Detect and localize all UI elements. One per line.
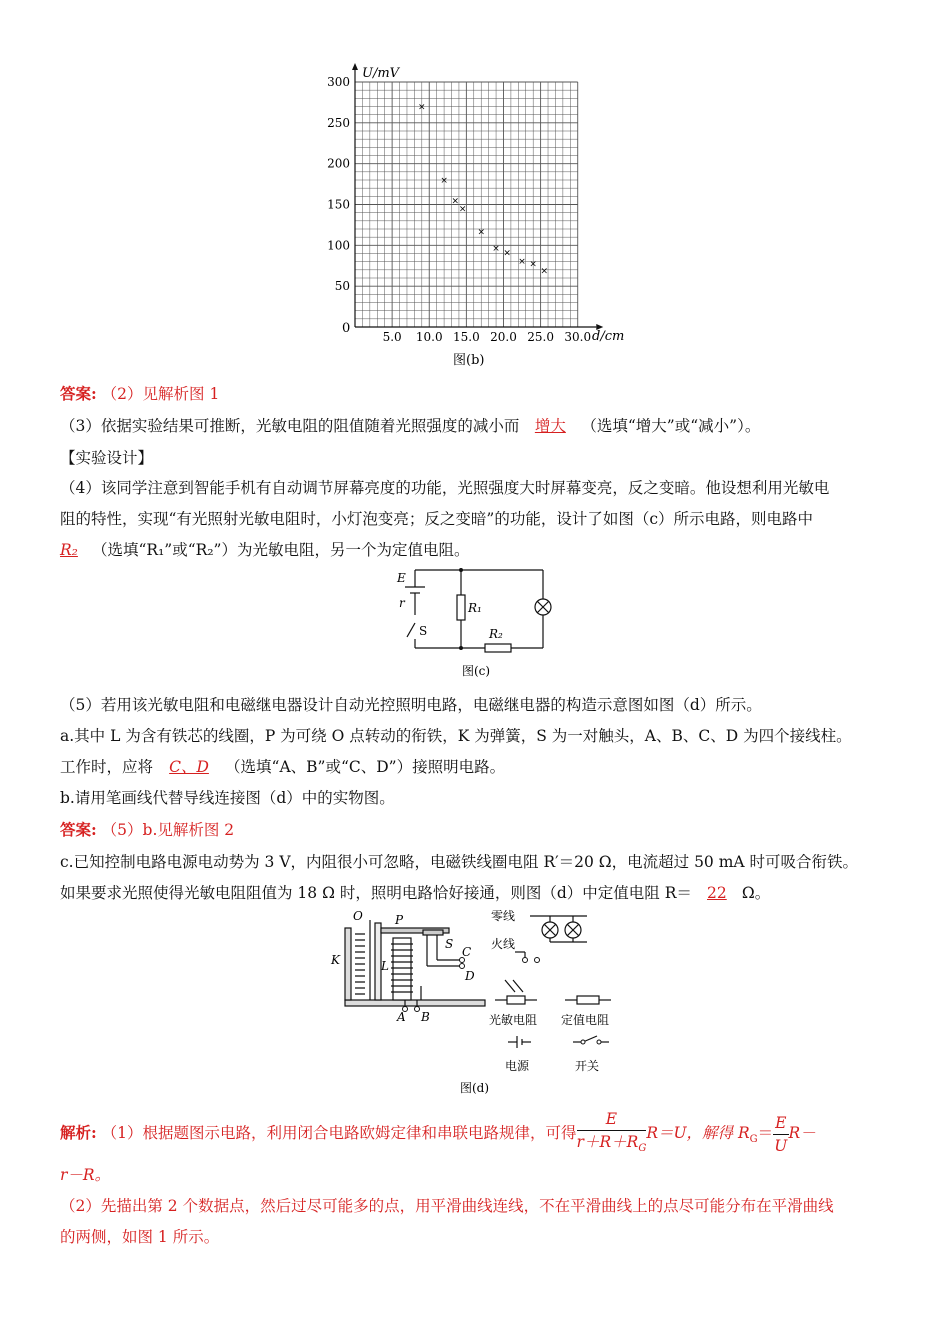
label-live: 火线	[491, 937, 516, 951]
data-point: ×	[503, 248, 511, 259]
figure-d-caption: 图(d)	[460, 1081, 490, 1095]
answer-label: 答案:	[60, 820, 97, 839]
qc-answer-blank: 22	[707, 884, 727, 902]
data-point: ×	[540, 266, 549, 277]
label-L: L	[381, 959, 389, 973]
q4-line-3-text: （选填“R₁”或“R₂”）为光敏电阻，另一个为定值电阻。	[92, 541, 470, 559]
fraction-1	[577, 1108, 647, 1160]
data-point: ×	[440, 176, 448, 186]
q4-answer-blank: R₂	[60, 541, 78, 559]
label-R2: R₂	[489, 627, 503, 641]
fraction-1-den-sub: G	[638, 1143, 647, 1155]
label-S: S	[419, 624, 428, 638]
y-tick-label: 100	[327, 238, 350, 253]
fraction-2-den: U	[774, 1136, 788, 1155]
data-point: ×	[492, 243, 500, 254]
y-axis-label: U/mV	[362, 66, 400, 81]
analysis-line-2: r－R。	[60, 1166, 111, 1184]
q3-before: （3）依据实验结果可推断，光敏电阻的阻值随着光照强度的减小而	[60, 417, 520, 435]
label-ldr: 光敏电阻	[489, 1013, 538, 1027]
label-P: P	[395, 913, 404, 927]
label-K: K	[331, 953, 340, 967]
y-tick-label: 300	[327, 75, 350, 89]
y-axis-arrow	[352, 63, 358, 70]
fraction-1-den	[577, 1131, 647, 1160]
origin-label: 0	[342, 321, 351, 336]
fraction-1-num: E	[577, 1108, 647, 1131]
q3-answer-blank: 增大	[534, 417, 566, 435]
label-O: O	[353, 909, 363, 923]
q5-a-before: 工作时，应将	[60, 758, 154, 776]
question-3	[60, 414, 760, 436]
label-A: A	[397, 1010, 406, 1024]
data-point: ×	[458, 204, 467, 215]
data-point: ×	[477, 227, 485, 238]
analysis-end: R－	[788, 1124, 816, 1143]
fraction-2	[773, 1112, 788, 1157]
figure-d-relay	[325, 908, 635, 1098]
qc-line-1: c.已知控制电路电源电动势为 3 V，内阻很小可忽略，电磁铁线圈电阻 R′＝20 Ω，电流超过 50 mA 时可吸合衔铁。	[60, 853, 859, 871]
x-tick-label: 5.0	[382, 330, 402, 344]
qc-line-2-before: 如果要求光照使得光敏电阻阻值为 18 Ω 时，照明电路恰好接通，则图（d）中定值电阻 R＝	[60, 884, 692, 902]
y-tick-label: 150	[327, 197, 350, 212]
q4-line-2: 阻的特性，实现“有光照射光敏电阻时，小灯泡变亮；反之变暗”的功能，设计了如图（c）所示电路，则电路中	[60, 510, 814, 528]
label-B: B	[421, 1010, 430, 1024]
data-point: ×	[451, 196, 460, 207]
analysis-text-1: （1）根据题图示电路，利用闭合电路欧姆定律和串联电路规律，可得	[101, 1124, 577, 1143]
x-tick-label: 15.0	[453, 330, 480, 344]
answer-text: （5）b.见解析图 2	[101, 821, 235, 839]
q5-a-answer-blank: C、D	[169, 758, 209, 776]
analysis-p2-line-2: 的两侧，如图 1 所示。	[60, 1228, 220, 1246]
data-point: ×	[518, 256, 526, 267]
q4-line-1: （4）该同学注意到智能手机有自动调节屏幕亮度的功能，光照强度大时屏幕变亮，反之变暗。他设想利用光敏电	[60, 479, 830, 497]
label-switch: 开关	[575, 1059, 600, 1073]
label-C: C	[462, 945, 472, 959]
label-power: 电源	[505, 1059, 530, 1073]
chart-points	[418, 103, 548, 277]
label-R1: R₁	[468, 601, 482, 615]
data-point: ×	[418, 102, 426, 113]
data-point: ×	[529, 259, 537, 270]
label-fixed: 定值电阻	[561, 1013, 610, 1027]
q5-b-line: b.请用笔画线代替导线连接图（d）中的实物图。	[60, 789, 395, 807]
q4-line-3	[60, 538, 469, 560]
x-tick-label: 20.0	[490, 330, 517, 344]
qc-line-2	[60, 881, 770, 903]
answer-text: （2）见解析图 1	[101, 385, 220, 403]
fraction-2-num: E	[773, 1112, 788, 1135]
figure-b-chart	[300, 60, 640, 380]
label-S: S	[445, 937, 454, 951]
label-neutral: 零线	[491, 909, 516, 923]
q3-after: （选填“增大”或“减小”）。	[581, 417, 761, 435]
label-E: E	[397, 571, 406, 585]
y-tick-label: 250	[327, 115, 350, 130]
x-axis-label: d/cm	[592, 329, 625, 344]
analysis-mid-1: R＝U，解得 R	[646, 1124, 750, 1143]
x-tick-label: 25.0	[527, 330, 554, 344]
analysis-mid-2: ＝	[757, 1124, 774, 1143]
y-tick-label: 50	[334, 279, 350, 294]
qc-line-2-after: Ω。	[741, 884, 771, 902]
y-tick-label: 200	[327, 156, 350, 171]
answer-1	[60, 382, 219, 404]
q5-intro: （5）若用该光敏电阻和电磁继电器设计自动光控照明电路，电磁继电器的构造示意图如图（d）所示。	[60, 696, 762, 714]
label-r: r	[399, 596, 405, 610]
label-D: D	[465, 969, 475, 983]
analysis-mid-sub: G	[749, 1134, 758, 1146]
section-heading: 【实验设计】	[60, 449, 154, 467]
figure-c-circuit	[385, 565, 565, 680]
x-tick-label: 30.0	[564, 330, 592, 344]
analysis-label: 解析:	[60, 1123, 97, 1143]
figure-c-caption: 图(c)	[462, 664, 491, 678]
analysis-p2-line-1: （2）先描出第 2 个数据点，然后过尽可能多的点，用平滑曲线连线，不在平滑曲线上的点尽可能分布在平滑曲线	[60, 1197, 834, 1215]
q5-a-after: （选填“A、B”或“C、D”）接照明电路。	[225, 758, 506, 776]
answer-label: 答案:	[60, 384, 97, 403]
answer-2	[60, 818, 234, 840]
q5-a-line-2	[60, 755, 505, 777]
x-tick-label: 10.0	[415, 330, 443, 344]
analysis-line-1	[60, 1108, 816, 1160]
figure-b-caption: 图(b)	[453, 353, 485, 368]
q5-a-line-1: a.其中 L 为含有铁芯的线圈，P 为可绕 O 点转动的衔铁，K 为弹簧，S 为一对触头，A、B、C、D 为四个接线柱。	[60, 727, 852, 745]
fraction-1-den-text: r＋R＋R	[576, 1133, 639, 1151]
